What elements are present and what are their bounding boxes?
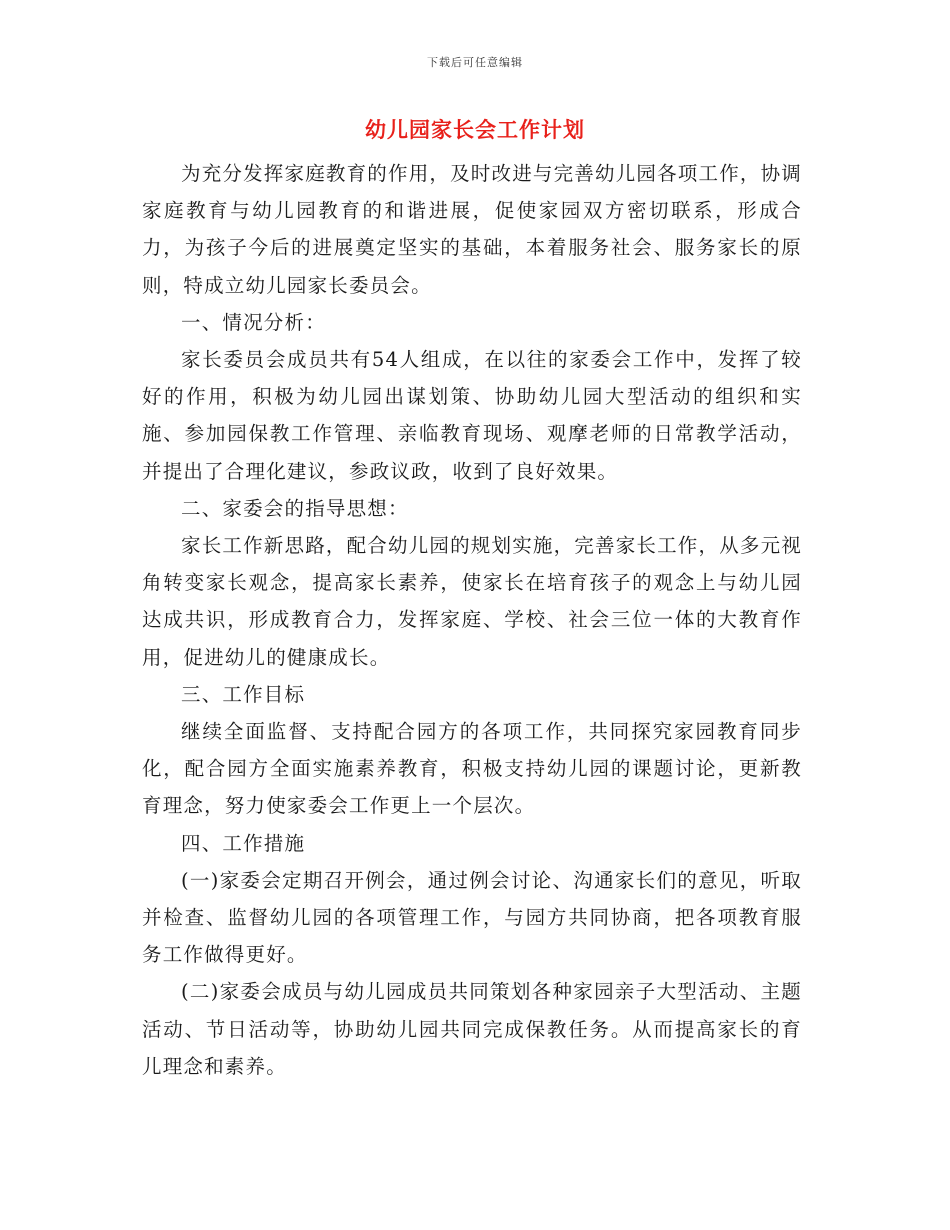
section-heading-measures: 四、工作措施 (181, 831, 306, 855)
paragraph-measure-1: (一)家委会定期召开例会，通过例会讨论、沟通家长们的意见，听取并检查、监督幼儿园的各项管理工作，与园方共同协商，把各项教育服务工作做得更好。 (142, 868, 802, 967)
paragraph-situation: 家长委员会成员共有54人组成，在以往的家委会工作中，发挥了较好的作用，积极为幼儿园出谋划策、协助幼儿园大型活动的组织和实施、参加园保教工作管理、亲临教育现场、观摩老师的日常教学活动，并提出了合理化建议，参政议政，收到了良好效果。 (142, 348, 802, 483)
section-heading-guiding-thought: 二、家委会的指导思想： (181, 496, 409, 520)
document-body (142, 155, 802, 1085)
header-note: 下载后可任意编辑 (427, 56, 523, 69)
paragraph-goals: 继续全面监督、支持配合园方的各项工作，共同探究家园教育同步化，配合园方全面实施素养教育，积极支持幼儿园的课题讨论，更新教育理念，努力使家委会工作更上一个层次。 (142, 720, 802, 818)
section-heading-goals: 三、工作目标 (181, 682, 306, 706)
paragraph-measure-2: (二)家委会成员与幼儿园成员共同策划各种家园亲子大型活动、主题活动、节日活动等，协助幼儿园共同完成保教任务。从而提高家长的育儿理念和素养。 (142, 980, 802, 1078)
paragraph-intro: 为充分发挥家庭教育的作用，及时改进与完善幼儿园各项工作，协调家庭教育与幼儿园教育的和谐进展，促使家园双方密切联系，形成合力，为孩子今后的进展奠定坚实的基础，本着服务社会、服务家长的原则，特成立幼儿园家长委员会。 (142, 162, 803, 297)
section-heading-situation: 一、情况分析： (181, 310, 326, 334)
document-title: 幼儿园家长会工作计划 (365, 117, 585, 142)
paragraph-guiding-thought: 家长工作新思路，配合幼儿园的规划实施，完善家长工作，从多元视角转变家长观念，提高家长素养，使家长在培育孩子的观念上与幼儿园达成共识，形成教育合力，发挥家庭、学校、社会三位一体的大教育作用，促进幼儿的健康成长。 (142, 534, 803, 669)
